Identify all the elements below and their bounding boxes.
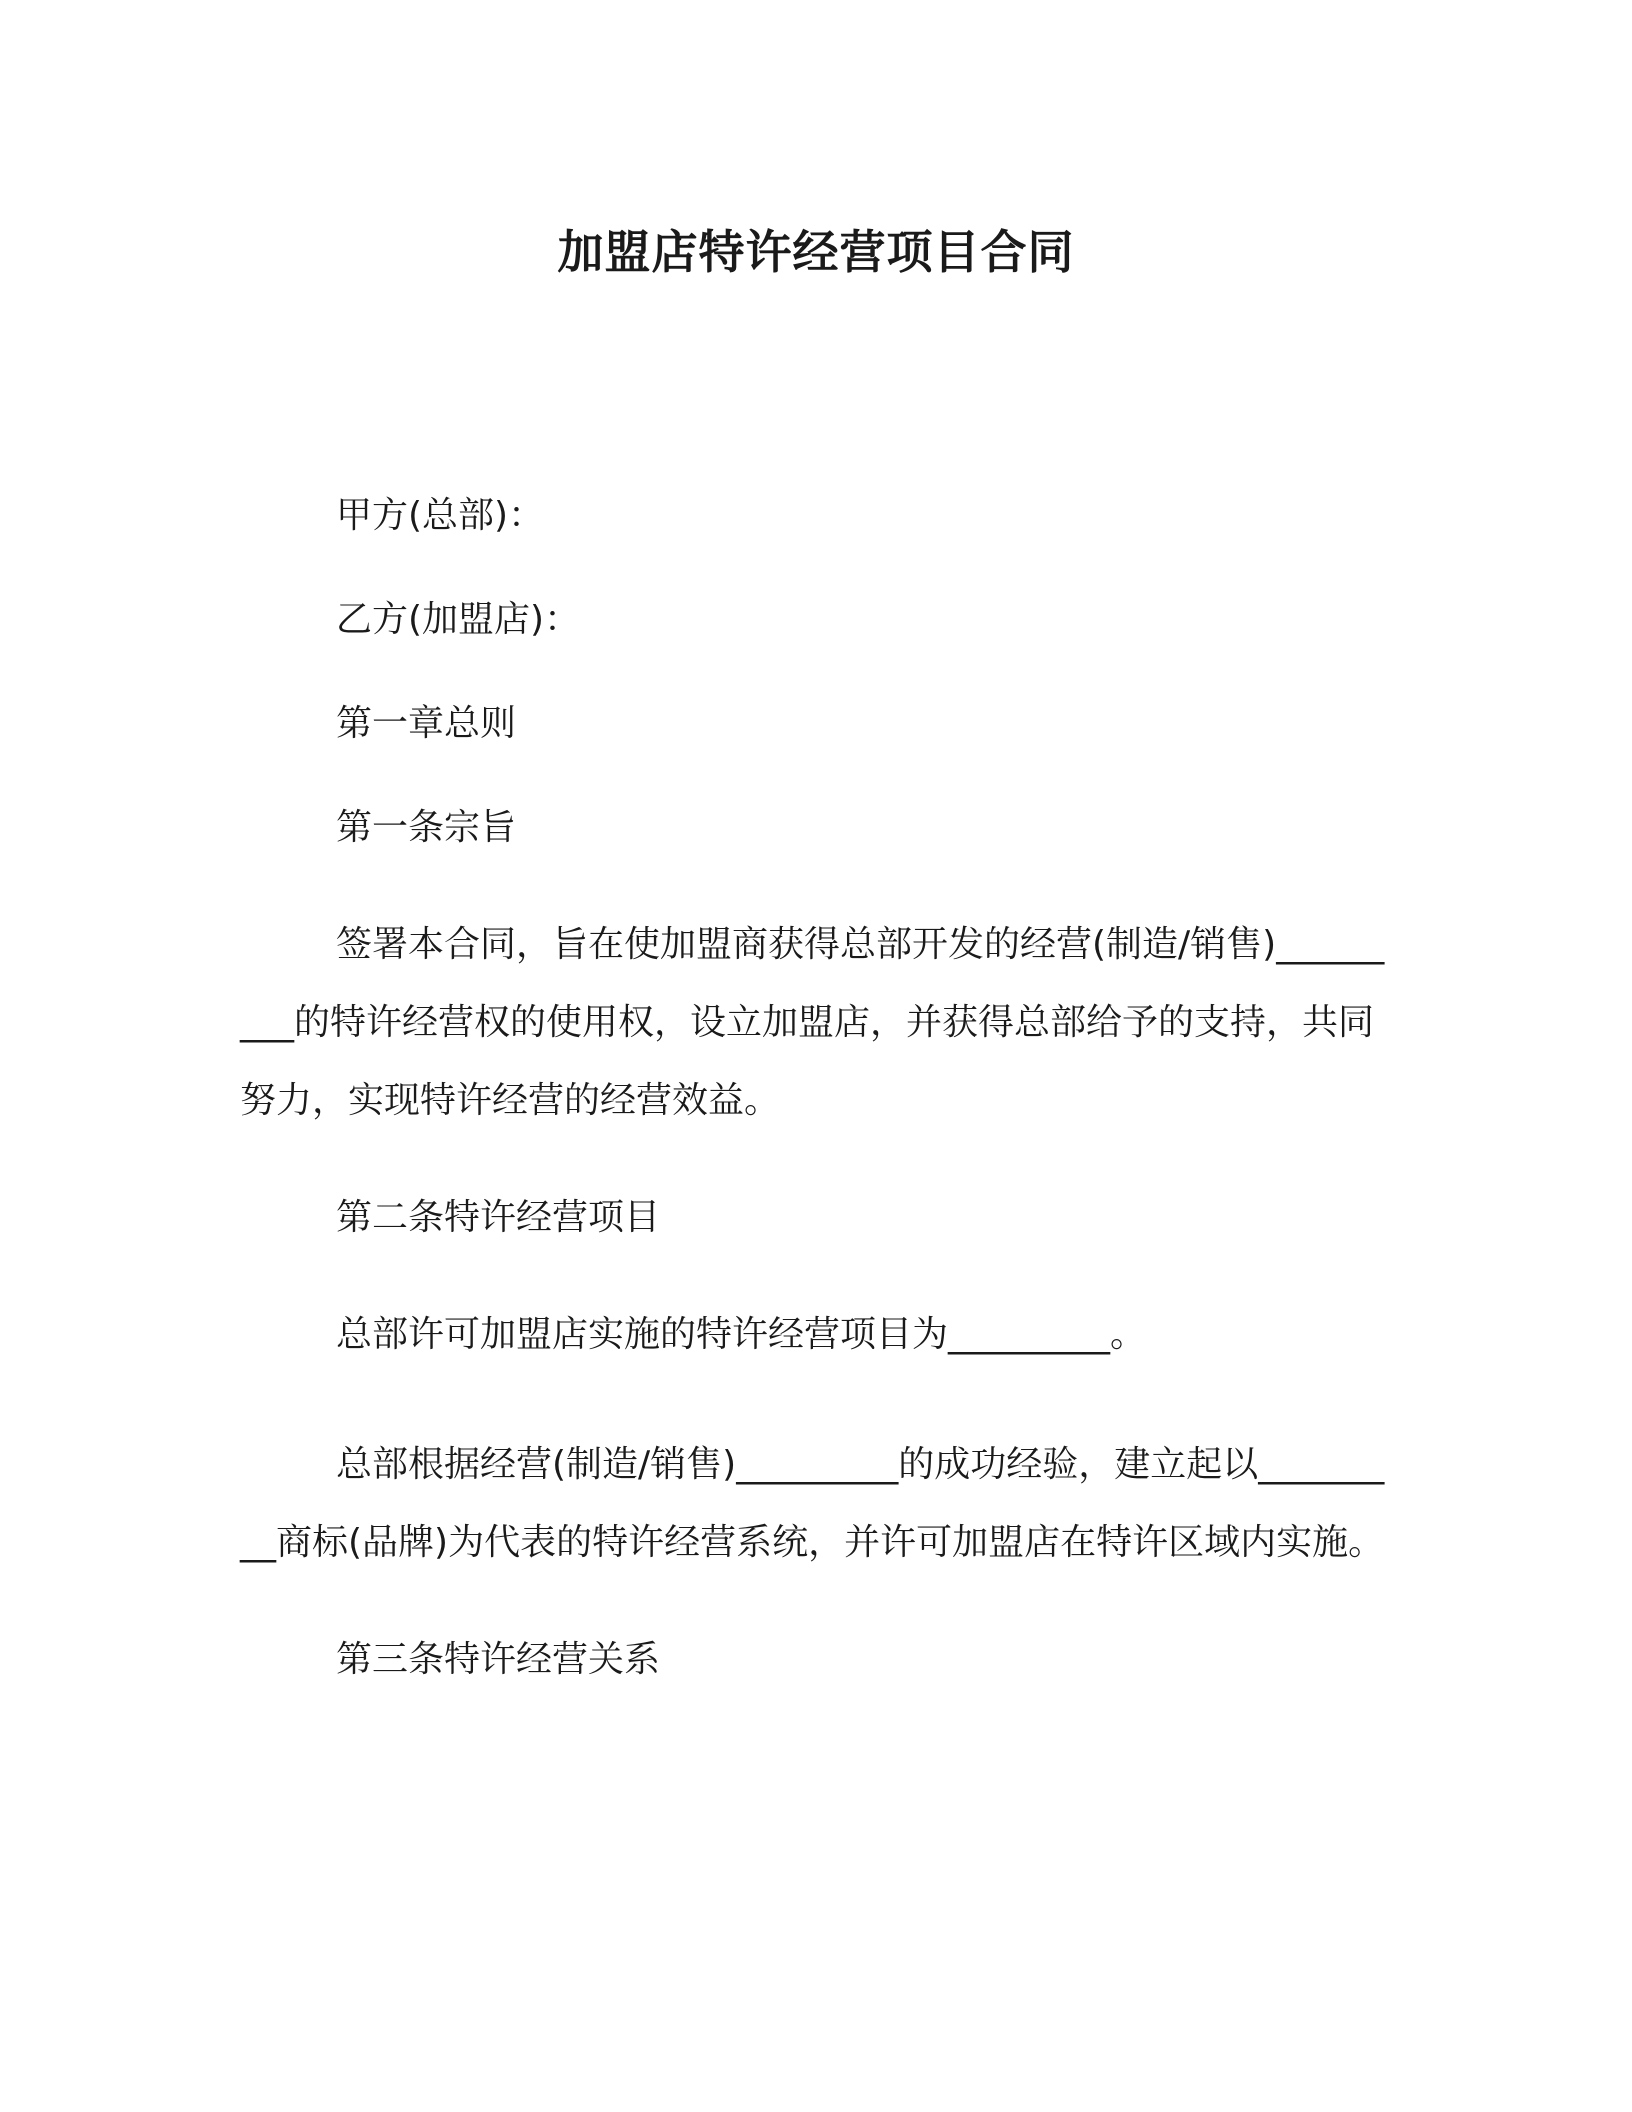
article-3-heading: 第三条特许经营关系 [336, 1639, 661, 1680]
article-2-text-2: 总部根据经营(制造/销售)_________的成功经验，建立起以_________商标(品牌)为代表的特许经营系统，并许可加盟店在特许区域内实施。 [240, 1444, 1385, 1563]
party-a-line: 甲方(总部)： [336, 495, 545, 536]
article-2-heading: 第二条特许经营项目 [336, 1197, 661, 1238]
party-b-line: 乙方(加盟店)： [336, 599, 581, 640]
document-title: 加盟店特许经营项目合同 [557, 225, 1075, 279]
chapter-heading: 第一章总则 [336, 703, 517, 744]
article-1-heading: 第一条宗旨 [336, 807, 517, 848]
document-body [240, 490, 1390, 1738]
article-2-text-1: 总部许可加盟店实施的特许经营项目为_________。 [336, 1314, 1147, 1355]
article-1-text: 签署本合同，旨在使加盟商获得总部开发的经营(制造/销售)_________的特许经营权的使用权，设立加盟店，并获得总部给予的支持，共同努力，实现特许经营的经营效益。 [240, 924, 1385, 1121]
